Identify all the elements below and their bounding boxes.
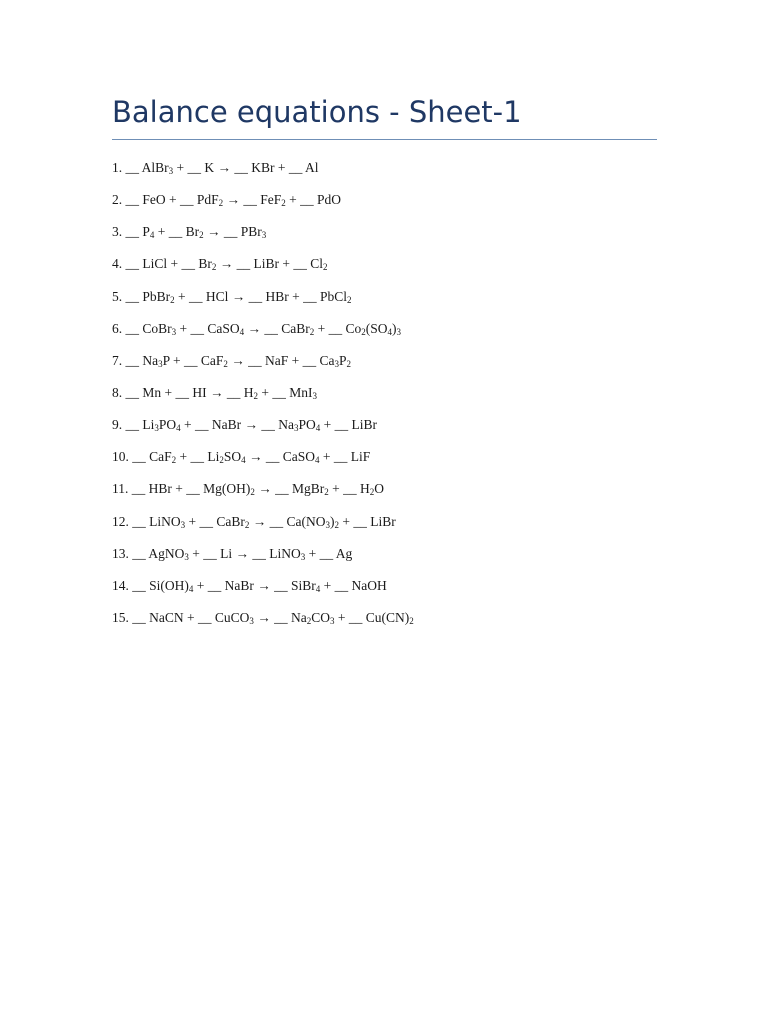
equation-7 xyxy=(112,351,414,383)
equation-4 xyxy=(112,254,414,286)
equation-11 xyxy=(112,479,414,511)
equation-text: + __ LiBr xyxy=(320,417,378,433)
subscript: 2 xyxy=(170,294,175,305)
equation-text: + __ MnI xyxy=(258,384,313,400)
equation-text: → __ Ca(NO xyxy=(249,513,326,529)
subscript: 2 xyxy=(171,455,177,466)
equation-text: → __ PBr xyxy=(203,224,262,240)
subscript: 4 xyxy=(176,423,181,434)
equation-text: 2. __ FeO + __ PdF xyxy=(112,192,219,208)
subscript: 2 xyxy=(369,487,375,498)
equation-text: + __ Li xyxy=(176,449,220,465)
equation-text: CO xyxy=(311,609,331,625)
equation-text: + __ Cu(CN) xyxy=(334,609,410,625)
equation-text: 12. __ LiNO xyxy=(112,513,181,529)
equation-text: + __ H xyxy=(328,481,370,497)
title-divider xyxy=(112,139,657,140)
equation-text: 8. __ Mn + __ HI → __ H xyxy=(112,384,254,400)
subscript: 2 xyxy=(250,487,255,498)
equation-text: 13. __ AgNO xyxy=(112,545,185,561)
equation-text: + __ CaSO xyxy=(176,320,240,336)
subscript: 2 xyxy=(306,615,312,626)
equation-text: 1. __ AlBr xyxy=(112,160,169,175)
equation-text: SO xyxy=(223,449,242,465)
equation-text: + __ Li → __ LiNO xyxy=(188,545,301,561)
subscript: 2 xyxy=(409,615,414,626)
subscript: 4 xyxy=(315,423,321,434)
equation-13 xyxy=(112,544,414,576)
subscript: 2 xyxy=(211,262,217,273)
subscript: 3 xyxy=(249,615,254,626)
subscript: 4 xyxy=(239,326,245,337)
equation-text: → __ MgBr xyxy=(254,481,325,497)
equation-text: + __ NaOH xyxy=(320,577,387,593)
equation-text: 7. __ Na xyxy=(112,352,159,368)
equation-9 xyxy=(112,415,414,447)
subscript: 3 xyxy=(294,423,299,434)
equation-text: + __ Br xyxy=(154,224,200,240)
subscript: 2 xyxy=(346,358,351,369)
equation-text: + __ Ag xyxy=(305,545,353,561)
subscript: 2 xyxy=(323,262,328,273)
equation-text: + __ CaBr xyxy=(185,513,245,529)
subscript: 3 xyxy=(168,166,174,176)
subscript: 3 xyxy=(300,551,306,562)
subscript: 4 xyxy=(188,583,194,594)
subscript: 4 xyxy=(315,583,321,594)
subscript: 2 xyxy=(324,487,329,498)
subscript: 2 xyxy=(244,519,250,530)
subscript: 2 xyxy=(281,198,286,209)
subscript: 3 xyxy=(396,326,402,337)
equation-text: P xyxy=(338,352,347,368)
subscript: 4 xyxy=(241,455,246,466)
subscript: 3 xyxy=(312,390,317,401)
equation-8 xyxy=(112,383,414,415)
equation-text: (SO xyxy=(365,320,388,336)
equation-12 xyxy=(112,512,414,544)
equation-list xyxy=(112,158,414,640)
equation-text: → __ CaSO xyxy=(245,449,316,465)
subscript: 3 xyxy=(154,423,159,434)
subscript: 4 xyxy=(315,455,320,466)
equation-text: → __ LiBr + __ Cl xyxy=(216,256,323,272)
equation-text: 15. __ NaCN + __ CuCO xyxy=(112,609,250,625)
equation-text: → __ FeF xyxy=(223,192,282,208)
subscript: 3 xyxy=(325,519,330,530)
equation-text: 14. __ Si(OH) xyxy=(112,577,189,593)
equation-5 xyxy=(112,287,414,319)
subscript: 3 xyxy=(158,358,163,369)
subscript: 2 xyxy=(219,455,224,466)
subscript: 2 xyxy=(218,198,224,209)
equation-text: O xyxy=(374,481,384,497)
equation-text: ) xyxy=(330,513,335,529)
subscript: 4 xyxy=(149,230,155,241)
equation-3 xyxy=(112,222,414,254)
subscript: 3 xyxy=(180,519,186,530)
equation-text: PO xyxy=(158,417,177,433)
subscript: 2 xyxy=(223,358,228,369)
subscript: 2 xyxy=(199,230,204,241)
equation-text: + __ HCl → __ HBr + __ PbCl xyxy=(174,288,348,304)
subscript: 2 xyxy=(361,326,366,337)
subscript: 4 xyxy=(387,326,393,337)
equation-text: → __ CaBr xyxy=(244,320,310,336)
equation-2 xyxy=(112,190,414,222)
equation-15 xyxy=(112,608,414,640)
equation-text: → __ Na xyxy=(253,609,307,625)
subscript: 3 xyxy=(171,326,177,337)
equation-text: 10. __ CaF xyxy=(112,449,172,465)
page-title: Balance equations - Sheet-1 xyxy=(112,95,522,129)
equation-text: + __ Co xyxy=(314,320,362,336)
equation-text: 4. __ LiCl + __ Br xyxy=(112,256,212,272)
equation-text: PO xyxy=(298,417,316,433)
equation-14 xyxy=(112,576,414,608)
equation-text: P + __ CaF xyxy=(162,352,224,368)
equation-6 xyxy=(112,319,414,351)
subscript: 3 xyxy=(334,358,339,369)
subscript: 3 xyxy=(330,615,335,626)
equation-text: → __ NaF + __ Ca xyxy=(227,352,335,368)
equation-text: + __ K → __ KBr + __ Al xyxy=(173,160,319,175)
equation-1 xyxy=(112,158,414,190)
equation-text: + __ NaBr → __ SiBr xyxy=(193,577,316,593)
subscript: 2 xyxy=(334,519,339,530)
equation-text: + __ LiF xyxy=(319,449,371,465)
subscript: 2 xyxy=(347,294,352,305)
subscript: 3 xyxy=(261,230,267,241)
equation-text: 3. __ P xyxy=(112,224,150,240)
equation-text: 9. __ Li xyxy=(112,417,155,433)
equation-10 xyxy=(112,447,414,479)
subscript: 2 xyxy=(253,390,258,401)
equation-text: + __ PdO xyxy=(285,192,342,208)
equation-text: + __ NaBr → __ Na xyxy=(180,417,294,433)
subscript: 3 xyxy=(184,551,189,562)
equation-text: + __ LiBr xyxy=(339,513,396,529)
equation-text: 6. __ CoBr xyxy=(112,320,172,336)
subscript: 2 xyxy=(309,326,315,337)
equation-text: 5. __ PbBr xyxy=(112,288,171,304)
equation-text: ) xyxy=(392,320,397,336)
equation-text: 11. __ HBr + __ Mg(OH) xyxy=(112,481,251,497)
